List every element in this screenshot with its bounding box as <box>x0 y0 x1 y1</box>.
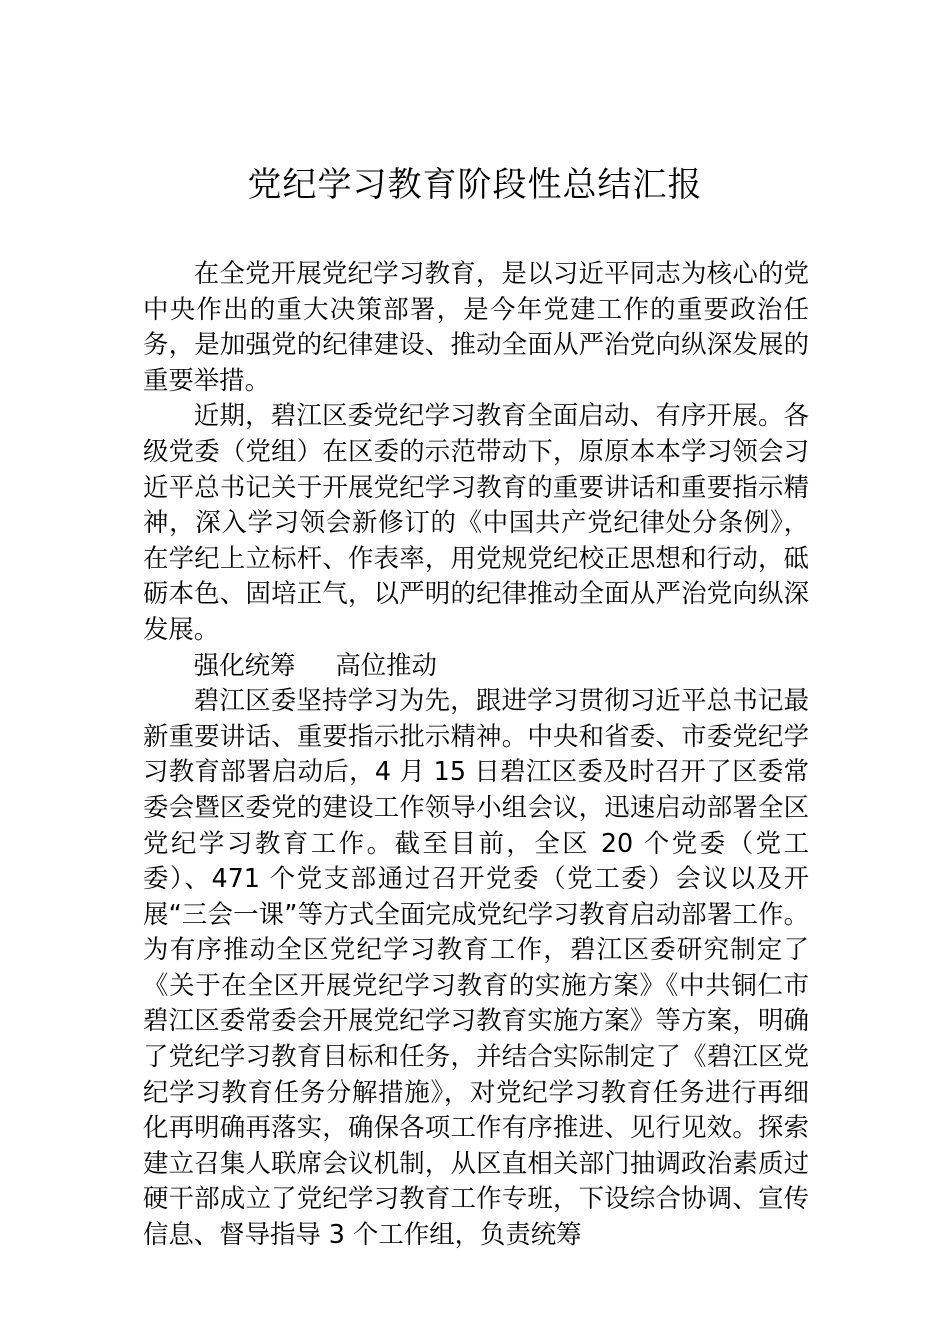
document-body <box>143 256 809 1253</box>
section-heading <box>143 648 809 684</box>
paragraph-intro: 在全党开展党纪学习教育，是以习近平同志为核心的党中央作出的重大决策部署，是今年党建工作的重要政治任务，是加强党的纪律建设、推动全面从严治党向纵深发展的重要举措。 <box>143 258 809 395</box>
document-title: 党纪学习教育阶段性总结汇报 <box>247 165 703 205</box>
paragraph-recent: 近期，碧江区委党纪学习教育全面启动、有序开展。各级党委（党组）在区委的示范带动下，原原本本学习领会习近平总书记关于开展党纪学习教育的重要讲话和重要指示精神，深入学习领会新修订的《中国共产党纪律处分条例》，在学纪上立标杆、作表率，用党规党纪校正思想和行动，砥砺本色、固培正气，以严明的纪律推动全面从严治党向纵深发展。 <box>143 400 809 644</box>
section-heading-part1: 强化统筹 <box>193 649 296 680</box>
section-heading-part2: 高位推动 <box>335 649 437 680</box>
paragraph-section-body: 碧江区委坚持学习为先，跟进学习贯彻习近平总书记最新重要讲话、重要指示批示精神。中央和省委、市委党纪学习教育部署启动后，4 月 15 日碧江区委及时召开了区委常委会暨区委党的建设工作领导小组会议，迅速启动部署全区党纪学习教育工作。截至目前，全区 20 个党委（党工委）、471 个党支部通过召开党委（党工委）会议以及开展“三会一课”等方式全面完成党纪学习教育启动部署工作。为有序推动全区党纪学习教育工作，碧江区委研究制定了《关于在全区开展党纪学习教育的实施方案》《中共铜仁市碧江区委常委会开展党纪学习教育实施方案》等方案，明确了党纪学习教育目标和任务，并结合实际制定了《碧江区党纪学习教育任务分解措施》，对党纪学习教育任务进行再细化再明确再落实，确保各项工作有序推进、见行见效。探索建立召集人联席会议机制，从区直相关部门抽调政治素质过硬干部成立了党纪学习教育工作专班，下设综合协调、宣传信息、督导指导 3 个工作组，负责统筹 <box>143 685 809 1250</box>
